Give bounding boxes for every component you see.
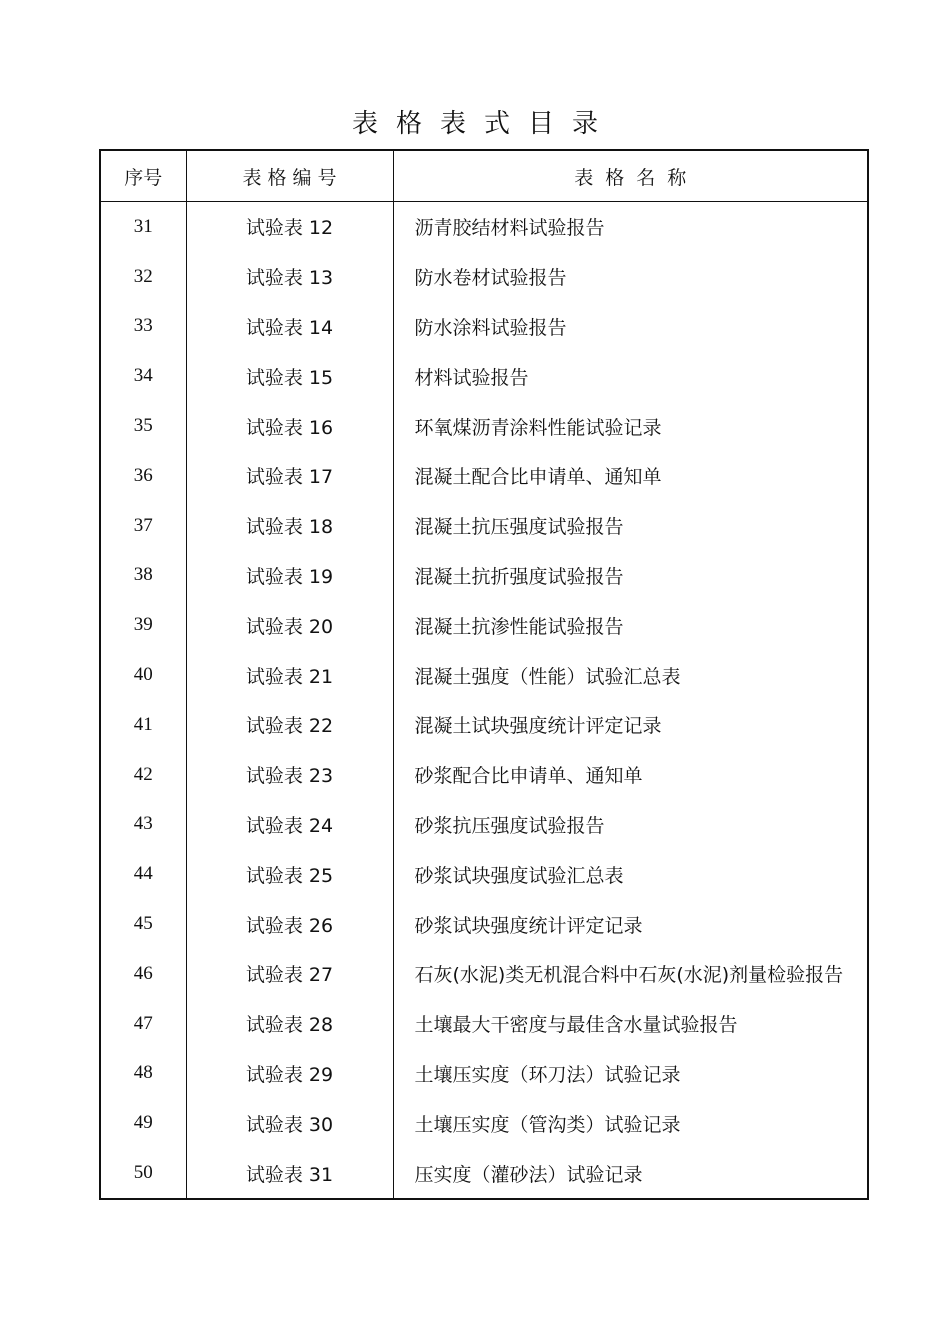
serial-no-cell: 40 [133,664,153,686]
header-serial-no: 序号 [100,150,186,202]
table-row [100,252,868,302]
form-name-cell: 防水卷材试验报告 [393,252,868,302]
serial-no-cell: 41 [133,713,153,735]
table-row [100,401,868,451]
form-name-cell: 砂浆试块强度统计评定记录 [393,899,868,949]
serial-no-cell: 47 [133,1012,153,1034]
form-name-cell: 土壤最大干密度与最佳含水量试验报告 [393,999,868,1049]
table-row [100,800,868,850]
form-code-cell: 试验表 28 [186,999,393,1049]
page-title: 表格表式目录 [351,109,616,139]
serial-no-cell: 46 [133,962,153,984]
table-row [100,1148,868,1199]
table-row [100,351,868,401]
serial-no-cell: 49 [133,1112,153,1134]
form-code-cell: 试验表 12 [186,202,393,252]
form-code-cell: 试验表 14 [186,302,393,352]
toc-table [99,149,869,1200]
table-row [100,451,868,501]
form-name-cell: 混凝土抗压强度试验报告 [393,501,868,551]
table-row [100,999,868,1049]
serial-no-cell: 34 [133,365,153,387]
form-code-cell: 试验表 19 [186,551,393,601]
table-row [100,750,868,800]
form-code-cell: 试验表 17 [186,451,393,501]
form-code-cell: 试验表 30 [186,1098,393,1148]
form-name-cell: 混凝土抗折强度试验报告 [393,551,868,601]
form-code-cell: 试验表 21 [186,650,393,700]
serial-no-cell: 44 [133,863,153,885]
form-code-cell: 试验表 27 [186,949,393,999]
header-form-code: 表格编号 [186,150,393,202]
form-name-cell: 混凝土强度（性能）试验汇总表 [393,650,868,700]
form-code-cell: 试验表 23 [186,750,393,800]
table-row [100,1049,868,1099]
serial-no-cell: 48 [133,1062,153,1084]
form-code-cell: 试验表 25 [186,849,393,899]
serial-no-cell: 36 [133,464,153,486]
table-row [100,202,868,252]
serial-no-cell: 45 [133,913,153,935]
form-code-cell: 试验表 31 [186,1148,393,1199]
form-code-cell: 试验表 15 [186,351,393,401]
form-name-cell: 压实度（灌砂法）试验记录 [393,1148,868,1199]
form-name-cell: 砂浆配合比申请单、通知单 [393,750,868,800]
form-name-cell: 材料试验报告 [393,351,868,401]
table-row [100,600,868,650]
form-code-cell: 试验表 22 [186,700,393,750]
form-name-cell: 环氧煤沥青涂料性能试验记录 [393,401,868,451]
table-row [100,551,868,601]
form-name-cell: 土壤压实度（环刀法）试验记录 [393,1049,868,1099]
serial-no-cell: 31 [133,215,153,237]
form-code-cell: 试验表 26 [186,899,393,949]
serial-no-cell: 32 [133,265,153,287]
serial-no-cell: 43 [133,813,153,835]
table-body [100,202,868,1199]
table-header-row [100,150,868,202]
table-row [100,650,868,700]
serial-no-cell: 42 [133,763,153,785]
form-code-cell: 试验表 13 [186,252,393,302]
table-row [100,1098,868,1148]
serial-no-cell: 37 [133,514,153,536]
table-row [100,302,868,352]
form-code-cell: 试验表 16 [186,401,393,451]
form-code-cell: 试验表 29 [186,1049,393,1099]
serial-no-cell: 38 [133,564,153,586]
form-name-cell: 混凝土配合比申请单、通知单 [393,451,868,501]
form-code-cell: 试验表 24 [186,800,393,850]
serial-no-cell: 35 [133,415,153,437]
form-code-cell: 试验表 20 [186,600,393,650]
serial-no-cell: 50 [133,1162,153,1184]
form-name-cell: 土壤压实度（管沟类）试验记录 [393,1098,868,1148]
table-row [100,700,868,750]
form-name-cell: 砂浆试块强度试验汇总表 [393,849,868,899]
table-row [100,849,868,899]
form-name-cell: 混凝土试块强度统计评定记录 [393,700,868,750]
serial-no-cell: 39 [133,614,153,636]
serial-no-cell: 33 [133,315,153,337]
table-row [100,899,868,949]
form-name-cell: 砂浆抗压强度试验报告 [393,800,868,850]
form-name-cell: 混凝土抗渗性能试验报告 [393,600,868,650]
form-code-cell: 试验表 18 [186,501,393,551]
table-row [100,501,868,551]
form-name-cell: 沥青胶结材料试验报告 [393,202,868,252]
form-name-cell: 石灰(水泥)类无机混合料中石灰(水泥)剂量检验报告 [393,949,868,999]
header-form-name: 表格名称 [393,150,868,202]
form-name-cell: 防水涂料试验报告 [393,302,868,352]
table-row [100,949,868,999]
